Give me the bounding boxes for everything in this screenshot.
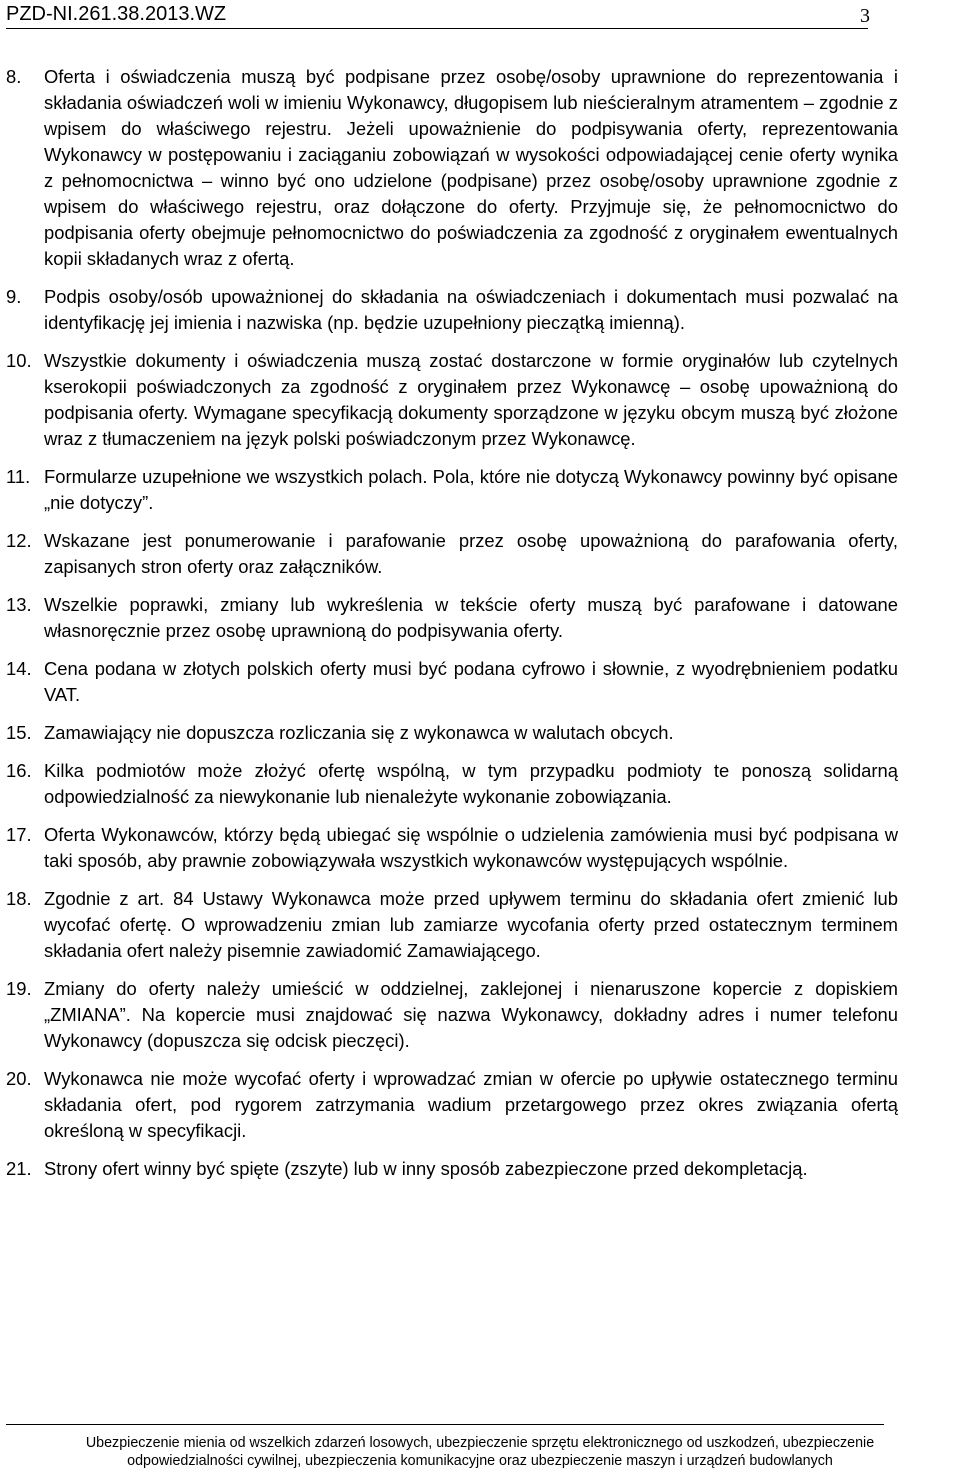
item-text: Zgodnie z art. 84 Ustawy Wykonawca może przed upływem terminu do składania ofert zmienić lub wycofać ofertę. O wprowadzeniu zmian lub zamiarze wycofania oferty przed ostatecznym terminem składania ofert należy pisemnie zawiadomić Zamawiającego.: [44, 888, 898, 961]
list-item: [0, 1156, 898, 1182]
item-text: Strony ofert winny być spięte (zszyte) lub w inny sposób zabezpieczone przed dekompletacją.: [44, 1158, 808, 1179]
item-number: 21.: [6, 1158, 32, 1179]
item-number: 14.: [6, 658, 32, 679]
item-number: 10.: [6, 350, 32, 371]
list-item: [0, 886, 898, 964]
item-text: Wszystkie dokumenty i oświadczenia muszą zostać dostarczone w formie oryginałów lub czytelnych kserokopii poświadczonych za zgodność z oryginałem przez Wykonawcę – osobę upoważnioną do podpisania oferty. Wymagane specyfikacją dokumenty sporządzone w języku obcym muszą być złożone wraz z tłumaczeniem na język polski poświadczonym przez Wykonawcę.: [44, 350, 898, 449]
item-text: Oferta Wykonawców, którzy będą ubiegać się wspólnie o udzielenia zamówienia musi być podpisana w taki sposób, aby prawnie zobowiązywała wszystkich wykonawców występujących wspólnie.: [44, 824, 898, 871]
item-text: Zmiany do oferty należy umieścić w oddzielnej, zaklejonej i nienaruszone kopercie z dopiskiem „ZMIANA”. Na kopercie musi znajdować się nazwa Wykonawcy, dokładny adres i numer telefonu Wykonawcy (dopuszcza się odcisk pieczęci).: [44, 978, 898, 1051]
list-item: [0, 720, 898, 746]
list-item: [0, 528, 898, 580]
footer-line: Ubezpieczenie mienia od wszelkich zdarzeń losowych, ubezpieczenie sprzętu elektronicznego od uszkodzeń, ubezpieczenie: [85, 1435, 875, 1451]
list-item: [0, 1066, 898, 1144]
page-number: 3: [860, 5, 870, 27]
item-number: 13.: [6, 594, 32, 615]
item-number: 12.: [6, 530, 32, 551]
list-item: [0, 348, 898, 452]
footer-line: odpowiedzialności cywilnej, ubezpieczenia komunikacyjne oraz ubezpieczenie maszyn i urządzeń budowlanych: [127, 1453, 833, 1469]
item-number: 8.: [6, 66, 22, 87]
page-footer: [0, 1434, 960, 1470]
item-number: 9.: [6, 286, 22, 307]
item-number: 20.: [6, 1068, 32, 1089]
item-text: Kilka podmiotów może złożyć ofertę wspólną, w tym przypadku podmioty te ponoszą solidarną odpowiedzialność za niewykonanie lub nienależyte wykonanie zobowiązania.: [44, 760, 898, 807]
item-number: 19.: [6, 978, 32, 999]
list-item: [0, 976, 898, 1054]
list-item: [0, 64, 898, 272]
page-header: [6, 2, 868, 29]
item-text: Oferta i oświadczenia muszą być podpisane przez osobę/osoby uprawnione do reprezentowania i składania oświadczeń woli w imieniu Wykonawcy, długopisem lub nieścieralnym atramentem – zgodnie z wpisem do właściwego rejestru. Jeżeli upoważnienie do podpisywania oferty, reprezentowania Wykonawcy w postępowaniu i zaciąganiu zobowiązań w wysokości odpowiadającej cenie oferty wynika z pełnomocnictwa – winno być ono udzielone (podpisane) przez osobę/osoby uprawnione zgodnie z wpisem do właściwego rejestru, oraz dołączone do oferty. Przyjmuje się, że pełnomocnictwo do podpisania oferty obejmuje pełnomocnictwo do poświadczenia za zgodność z oryginałem ewentualnych kopii składanych wraz z ofertą.: [44, 66, 898, 269]
item-text: Wskazane jest ponumerowanie i parafowanie przez osobę upoważnioną do parafowania oferty, zapisanych stron oferty oraz załączników.: [44, 530, 898, 577]
list-item: [0, 656, 898, 708]
item-text: Zamawiający nie dopuszcza rozliczania się z wykonawca w walutach obcych.: [44, 722, 674, 743]
list-item: [0, 592, 898, 644]
item-number: 15.: [6, 722, 32, 743]
list-item: [0, 822, 898, 874]
list-item: [0, 758, 898, 810]
item-text: Podpis osoby/osób upoważnionej do składania na oświadczeniach i dokumentach musi pozwalać na identyfikację jej imienia i nazwiska (np. będzie uzupełniony pieczątką imienną).: [44, 286, 898, 333]
list-item: [0, 284, 898, 336]
document-code: PZD-NI.261.38.2013.WZ: [6, 3, 227, 25]
numbered-list: [0, 64, 960, 1194]
item-number: 18.: [6, 888, 32, 909]
item-text: Formularze uzupełnione we wszystkich polach. Pola, które nie dotyczą Wykonawcy powinny być opisane „nie dotyczy”.: [44, 466, 898, 513]
item-text: Wszelkie poprawki, zmiany lub wykreślenia w tekście oferty muszą być parafowane i datowane własnoręcznie przez osobę uprawnioną do podpisywania oferty.: [44, 594, 898, 641]
item-text: Cena podana w złotych polskich oferty musi być podana cyfrowo i słownie, z wyodrębnieniem podatku VAT.: [44, 658, 898, 705]
item-number: 17.: [6, 824, 32, 845]
item-text: Wykonawca nie może wycofać oferty i wprowadzać zmian w ofercie po upływie ostatecznego terminu składania ofert, pod rygorem zatrzymania wadium przetargowego przez okres związania ofertą określoną w specyfikacji.: [44, 1068, 898, 1141]
list-item: [0, 464, 898, 516]
item-number: 16.: [6, 760, 32, 781]
item-number: 11.: [6, 466, 31, 487]
footer-divider: [6, 1424, 884, 1425]
